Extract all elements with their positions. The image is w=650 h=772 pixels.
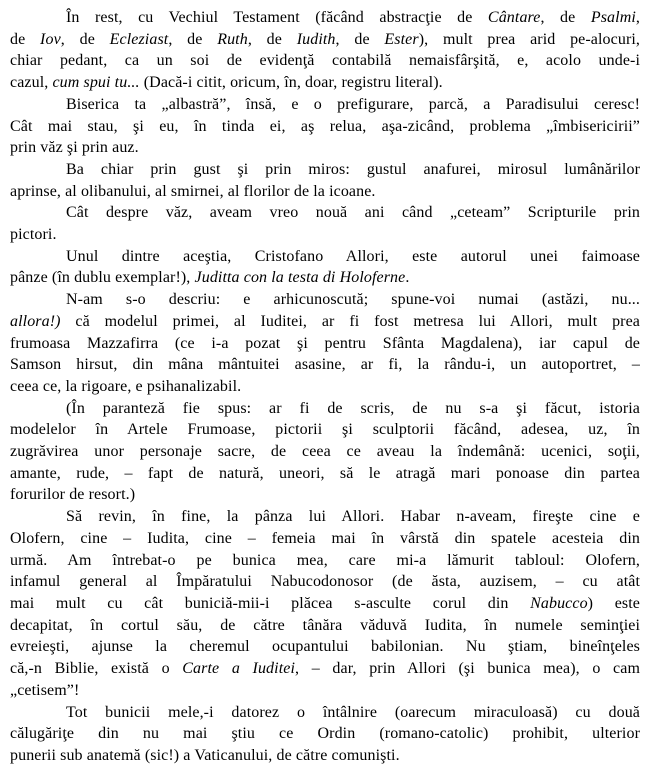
text-segment: cazul, [10,74,53,92]
text-segment: Cât despre văz, aveam vreo nouă ani când „ceteam” Scripturile prin [66,204,640,222]
text-segment: infamul general al Împăratului Nabucodonosor (de ăsta, auzisem, – cu atât [10,573,640,591]
text-line [10,528,640,550]
text-segment: În rest, cu Vechiul Testament (făcând abstracţie de [66,9,488,26]
paragraph [10,159,640,202]
text-line [10,441,640,463]
text-line [10,398,640,420]
text-segment: , de [60,30,110,48]
text-line [10,484,640,506]
text-segment: frumoasa Mazzafirra (ce i-a pozat şi pentru Sfânta Magdalena), iar capul de [10,334,640,352]
text-segment: forurilor de resort.) [10,486,136,504]
text-line [10,116,640,138]
text-line [10,159,640,181]
italic-text-segment: Ruth [217,30,248,48]
text-segment: , – dar, prin Allori (şi bunica mea), o cam [295,660,640,678]
italic-text-segment: Ecleziast [109,30,169,48]
text-segment: mai mult cu cât buniciă-mii-i plăcea s-asculte corul din [10,594,531,612]
text-segment: pictori. [10,226,57,244]
italic-text-segment: Psalmi [590,9,636,26]
text-line [10,376,640,398]
text-segment: ) este [587,594,640,612]
text-line [10,680,640,702]
text-line [10,419,640,441]
text-segment: „cetisem”! [10,681,80,699]
italic-text-segment: Nabucco [530,594,588,612]
text-line [10,94,640,116]
text-line [10,181,640,203]
text-segment: Unul dintre aceştia, Cristofano Allori, este autorul unei faimoase [66,247,640,265]
paragraph [10,289,640,398]
text-line [10,636,640,658]
text-segment: N-am s-o descriu: e arhicunoscută; spune-voi numai (astăzi, nu... [66,291,640,309]
text-segment: Cât mai stau, şi eu, în tinda ei, aş relua, aşa-zicând, problema „îmbisericirii” [10,117,640,135]
text-line [10,658,640,680]
italic-text-segment: Carte a Iuditei [182,660,295,678]
italic-text-segment: Cântare [487,9,541,26]
italic-text-segment: Ester [384,30,419,48]
text-line [10,550,640,572]
text-segment: evreieşti, ajunse la cheremul ocupantului babilonian. Nu ştiam, bineînţeles [10,638,640,656]
italic-text-segment: Juditta con la testa di Holoferne [194,269,406,287]
text-segment: amante, rude, – fapt de natură, uneori, să le atragă mari ponoase din partea [10,464,640,482]
text-segment: pânze (în dublu exemplar!), [10,269,195,287]
text-segment: ceea ce, la rigoare, e psihanalizabil. [10,377,242,395]
italic-text-segment: Iov [40,30,61,48]
text-segment: urmă. Am întrebat-o pe bunica mea, care mi-a lămurit tabloul: Olofern, [10,551,640,569]
text-segment: Tot bunicii mele,-i datorez o întâlnire (oarecum miraculoasă) cu două [66,703,640,721]
paragraph [10,202,640,245]
text-line [10,354,640,376]
text-segment: modelelor în Artele Frumoase, pictorii şi sculptorii făcând, adesea, uz, în [10,421,640,439]
text-line [10,571,640,593]
text-segment: , de [540,9,591,26]
text-segment: Biserica ta „albastră”, însă, e o prefigurare, parcă, a Paradisului ceresc! [66,95,640,113]
paragraph [10,398,640,507]
text-line [10,615,640,637]
text-segment: Samson hirsut, din mâna mântuitei asasine, ar fi, la rându-i, un autoportret, – [10,356,640,374]
italic-text-segment: allora!) [10,312,61,330]
text-line [10,593,640,615]
text-segment: zugrăvirea unor personaje sacre, de ceea ce aveau la îndemână: ucenici, soţii, [10,443,640,461]
text-segment: , [635,9,640,26]
text-line [10,29,640,51]
text-segment: punerii sub anatemă (sic!) a Vaticanului, de către comunişti. [10,746,400,764]
text-line [10,723,640,745]
text-line [10,7,640,29]
text-segment: Ba chiar prin gust şi prin miros: gustul anafurei, mirosul lumânărilor [66,160,640,178]
page-text [10,7,640,767]
text-segment: decapitat, în cortul său, de către tânăra văduvă Iudita, în numele seminţiei [10,616,640,634]
text-line [10,246,640,268]
text-line [10,50,640,72]
paragraph [10,7,640,94]
text-segment: călugăriţe din nu mai ştiu ce Ordin (romano-catolic) prohibit, ulterior [10,725,640,743]
text-segment: , de [168,30,218,48]
text-line [10,224,640,246]
text-line [10,137,640,159]
text-segment: aprinse, al olibanului, al smirnei, al florilor de la icoane. [10,182,376,200]
text-line [10,745,640,767]
text-segment: Să revin, în fine, la pânza lui Allori. Habar n-aveam, fireşte cine e [66,508,640,526]
text-line [10,202,640,224]
paragraph [10,702,640,767]
text-line [10,333,640,355]
text-line [10,463,640,485]
text-segment: că modelul primei, al Iuditei, ar fi fost metresa lui Allori, mult prea [60,312,640,330]
text-line [10,289,640,311]
paragraph [10,246,640,289]
paragraph [10,94,640,159]
text-segment: (În paranteză fie spus: ar fi de scris, de nu s-a şi făcut, istoria [66,399,640,417]
text-line [10,72,640,94]
text-segment: ), mult prea arid pe-alocuri, [418,30,641,48]
text-segment: chiar pedant, ca un soi de evidenţă contabilă nemaisfârşită, e, acolo unde-i [10,52,640,70]
text-line [10,311,640,333]
text-segment: . [405,269,410,287]
text-segment: Olofern, cine – Iudita, cine – femeia mai în vârstă din spatele acesteia din [10,529,640,547]
text-segment: prin văz şi prin auz. [10,139,139,157]
text-line [10,506,640,528]
text-segment: , de [247,30,297,48]
text-line [10,702,640,724]
paragraph [10,506,640,701]
italic-text-segment: Iudith [296,30,336,48]
text-segment: de [10,30,41,48]
text-line [10,267,640,289]
text-segment: , de [335,30,385,48]
italic-text-segment: cum spui tu... [52,74,140,92]
text-segment: (Dacă-i citit, oricum, în, doar, registru literal). [139,74,443,92]
text-segment: că,-n Biblie, există o [10,660,183,678]
